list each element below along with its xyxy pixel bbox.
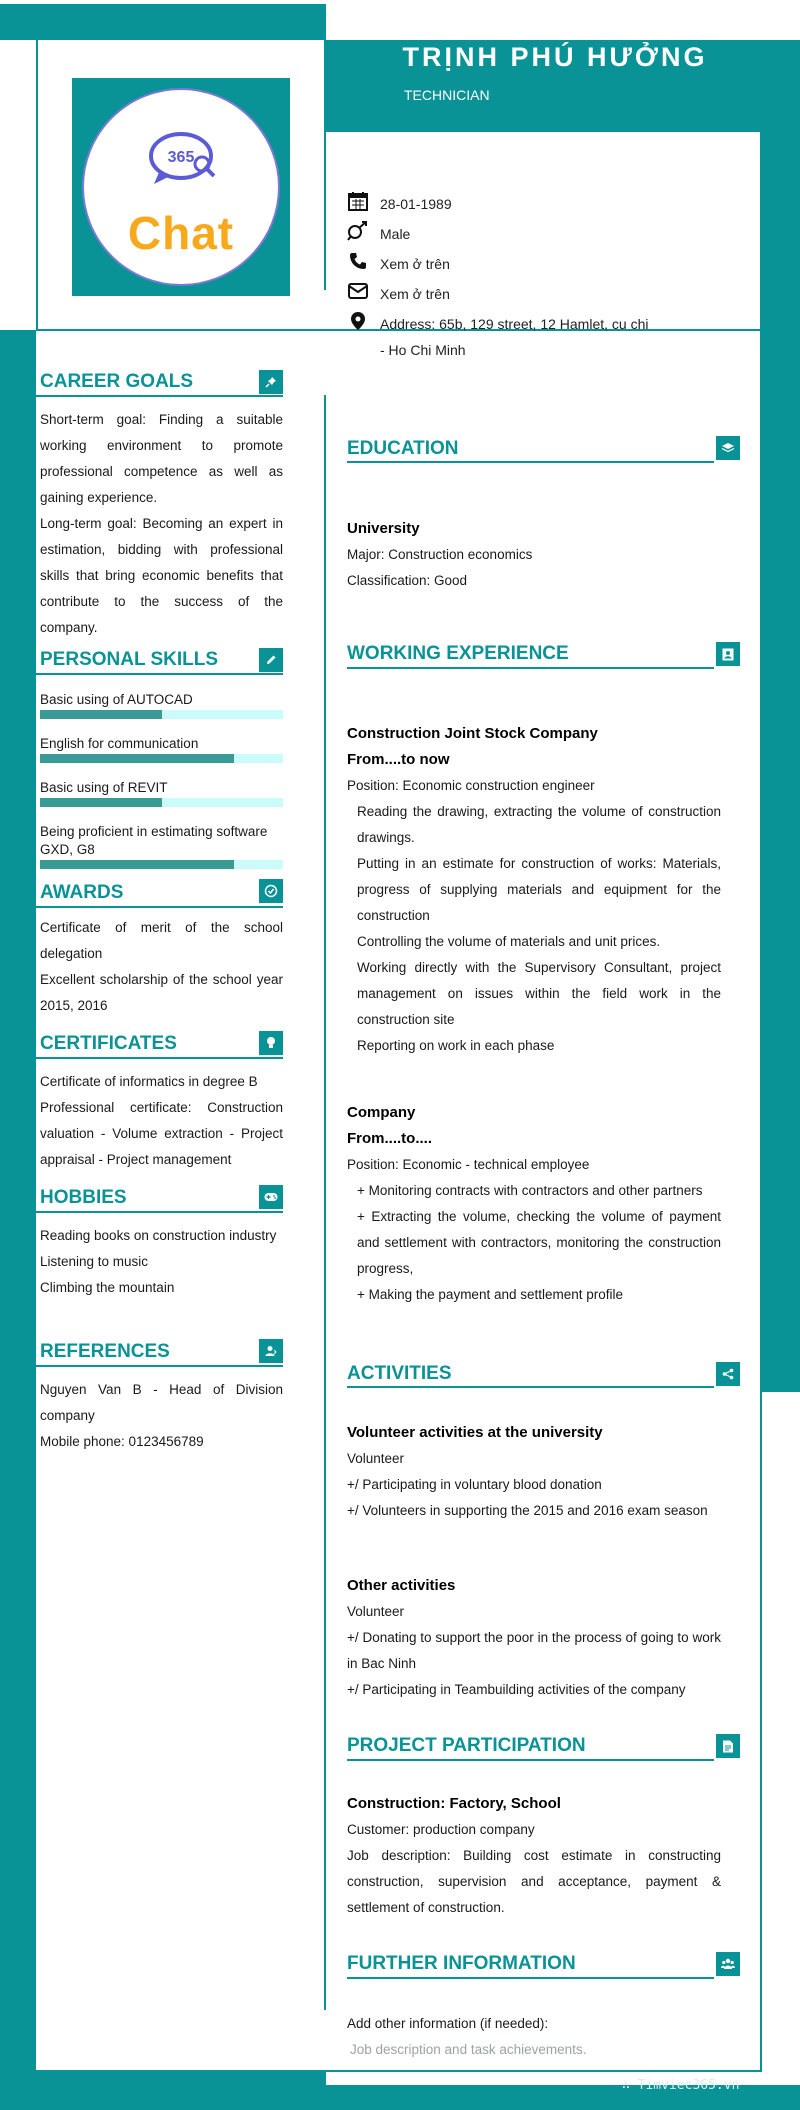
company-name: Company <box>347 1104 416 1121</box>
award-item: Certificate of merit of the school delegation <box>40 920 283 961</box>
check-circle-icon <box>259 879 283 903</box>
certificate-item: Certificate of informatics in degree B <box>40 1074 258 1089</box>
skill-bar <box>40 754 283 763</box>
career-goals-text <box>40 407 283 641</box>
contact-address <box>346 311 670 363</box>
activity-name: Other activities <box>347 1577 456 1594</box>
skill-bar-fill <box>40 798 162 807</box>
certificates-title: CERTIFICATES <box>40 1033 177 1054</box>
job-duty: + Monitoring contracts with contractors and other partners <box>357 1183 703 1198</box>
email-icon <box>346 281 370 301</box>
job-period: From....to.... <box>347 1130 432 1147</box>
short-term-goal: Short-term goal: Finding a suitable working environment to promote professional competence as well as gaining experience. <box>40 412 283 505</box>
activity-role: Volunteer <box>347 1451 405 1466</box>
hobby-item: Listening to music <box>40 1254 149 1269</box>
long-term-goal: Long-term goal: Becoming an expert in estimation, bidding with professional skills that bring economic benefits that contribute to the success of the company. <box>40 516 283 635</box>
education-text <box>347 516 721 594</box>
skill-label: Basic using of AUTOCAD <box>40 692 193 707</box>
education-title: EDUCATION <box>347 438 459 459</box>
further-information-title: FURTHER INFORMATION <box>347 1953 576 1974</box>
project-description: Job description: Building cost estimate in constructing construction, supervision and acceptance, payment & settlement of construction. <box>347 1848 721 1915</box>
section-underline <box>36 673 283 675</box>
skill-bar-fill <box>40 860 234 869</box>
group-icon <box>716 1952 740 1976</box>
chat-logo-icon <box>148 130 218 186</box>
section-underline <box>30 906 283 908</box>
activity-role: Volunteer <box>347 1604 405 1619</box>
hobby-item: Reading books on construction industry <box>40 1228 277 1243</box>
job-duty: Controlling the volume of materials and unit prices. <box>357 934 661 949</box>
column-divider <box>324 395 326 2010</box>
location-icon <box>346 311 370 331</box>
awards-text <box>40 915 283 1019</box>
further-placeholder: Job description and task achievements. <box>350 2042 587 2057</box>
hobby-item: Climbing the mountain <box>40 1280 175 1295</box>
job-duty: + Extracting the volume, checking the volume of payment and settlement with contractors, monitoring the construction progress, <box>357 1209 721 1276</box>
award-item: Excellent scholarship of the school year 2015, 2016 <box>40 972 283 1013</box>
skill-bar-fill <box>40 710 162 719</box>
awards-title: AWARDS <box>40 882 124 903</box>
avatar <box>72 78 290 296</box>
section-underline <box>347 1977 714 1979</box>
further-text <box>347 2011 721 2063</box>
activity-name: Volunteer activities at the university <box>347 1424 603 1441</box>
career-goals-title: CAREER GOALS <box>40 371 194 392</box>
gender-icon <box>346 221 370 241</box>
job-position: Position: Economic construction engineer <box>347 778 595 793</box>
references-text <box>40 1377 283 1455</box>
hobbies-text <box>40 1223 283 1301</box>
skill-bar-fill <box>40 754 234 763</box>
skill-bar <box>40 860 283 869</box>
bottom-left-bar <box>36 2072 326 2110</box>
document-icon <box>716 1734 740 1758</box>
section-underline <box>347 667 714 669</box>
job-duty: Working directly with the Supervisory Consultant, project management on issues within the field work in the construction site <box>357 960 721 1027</box>
contact-email <box>346 281 670 307</box>
left-strip <box>0 330 36 2110</box>
section-underline <box>30 1365 283 1367</box>
job-position: Position: Economic - technical employee <box>347 1157 590 1172</box>
job-duty: Putting in an estimate for construction of works: Materials, progress of supplying materials and equipment for the construction <box>357 856 721 923</box>
working-experience-title: WORKING EXPERIENCE <box>347 643 569 664</box>
user-icon <box>259 1339 283 1363</box>
gamepad-icon <box>259 1185 283 1209</box>
address-value: Address: 65b, 129 street, 12 Hamlet, cu chi - Ho Chi Minh <box>380 316 649 358</box>
school-name: University <box>347 520 420 537</box>
skill-label: English for communication <box>40 736 199 751</box>
project-participation-title: PROJECT PARTICIPATION <box>347 1735 586 1756</box>
classification: Classification: Good <box>347 573 468 588</box>
activity-detail: +/ Volunteers in supporting the 2015 and 2016 exam season <box>347 1503 708 1518</box>
skill-label: Basic using of REVIT <box>40 780 168 795</box>
candidate-name: TRỊNH PHÚ HƯỞNG <box>402 42 708 72</box>
layers-icon <box>716 436 740 460</box>
section-underline <box>36 395 283 397</box>
watermark: ∴ Timviec365.vn <box>622 2078 740 2093</box>
skill-label: Being proficient in estimating software GXD, G8 <box>40 824 268 857</box>
top-left-bar <box>0 4 326 40</box>
job-duty: + Making the payment and settlement profile <box>357 1287 624 1302</box>
certificates-text <box>40 1069 283 1173</box>
contact-card-icon <box>716 642 740 666</box>
activity-detail: +/ Participating in voluntary blood donation <box>347 1477 602 1492</box>
project-name: Construction: Factory, School <box>347 1795 561 1812</box>
activity-detail: +/ Donating to support the poor in the process of going to work in Bac Ninh <box>347 1630 721 1671</box>
email-value: Xem ở trên <box>380 286 450 302</box>
contact-phone <box>346 251 670 277</box>
section-underline <box>347 1759 714 1761</box>
frame-line <box>760 132 762 2072</box>
chat-logo-text: Chat <box>127 207 235 259</box>
personal-skills-title: PERSONAL SKILLS <box>40 649 219 670</box>
section-underline <box>30 1211 283 1213</box>
company-name: Construction Joint Stock Company <box>347 725 598 742</box>
reference-item: Mobile phone: 0123456789 <box>40 1434 204 1449</box>
birthday-value: 28-01-1989 <box>380 196 452 212</box>
section-underline <box>30 1057 283 1059</box>
job-title: TECHNICIAN <box>404 87 490 103</box>
phone-value: Xem ở trên <box>380 256 450 272</box>
section-underline <box>347 461 714 463</box>
job-2 <box>347 1100 721 1308</box>
references-title: REFERENCES <box>40 1341 170 1362</box>
phone-icon <box>346 251 370 271</box>
avatar-circle <box>82 88 280 286</box>
contact-birthday <box>346 191 670 217</box>
activity-detail: +/ Participating in Teambuilding activities of the company <box>347 1682 686 1697</box>
pin-icon <box>259 370 283 394</box>
share-icon <box>716 1362 740 1386</box>
frame-line <box>36 2070 762 2072</box>
frame-line <box>324 40 326 290</box>
contact-gender <box>346 221 670 247</box>
job-duty: Reading the drawing, extracting the volume of construction drawings. <box>357 804 721 845</box>
pencil-icon <box>259 648 283 672</box>
logo-number: 365 <box>167 149 195 166</box>
activity-2 <box>347 1573 721 1703</box>
certificate-item: Professional certificate: Construction valuation - Volume extraction - Project appraisal - Project management <box>40 1100 283 1167</box>
calendar-icon <box>346 191 370 211</box>
hobbies-title: HOBBIES <box>40 1187 127 1208</box>
activity-1 <box>347 1420 721 1524</box>
project-item <box>347 1791 721 1921</box>
frame-line <box>36 40 38 330</box>
job-1 <box>347 721 721 1059</box>
activities-title: ACTIVITIES <box>347 1363 452 1384</box>
reference-item: Nguyen Van B - Head of Division company <box>40 1382 283 1423</box>
job-duty: Reporting on work in each phase <box>357 1038 555 1053</box>
right-strip <box>762 132 800 1392</box>
section-underline <box>347 1386 714 1388</box>
project-customer: Customer: production company <box>347 1822 535 1837</box>
job-period: From....to now <box>347 751 450 768</box>
further-line: Add other information (if needed): <box>347 2016 549 2031</box>
skill-bar <box>40 710 283 719</box>
gender-value: Male <box>380 226 411 242</box>
skill-bar <box>40 798 283 807</box>
lightbulb-icon <box>259 1031 283 1055</box>
major: Major: Construction economics <box>347 547 533 562</box>
